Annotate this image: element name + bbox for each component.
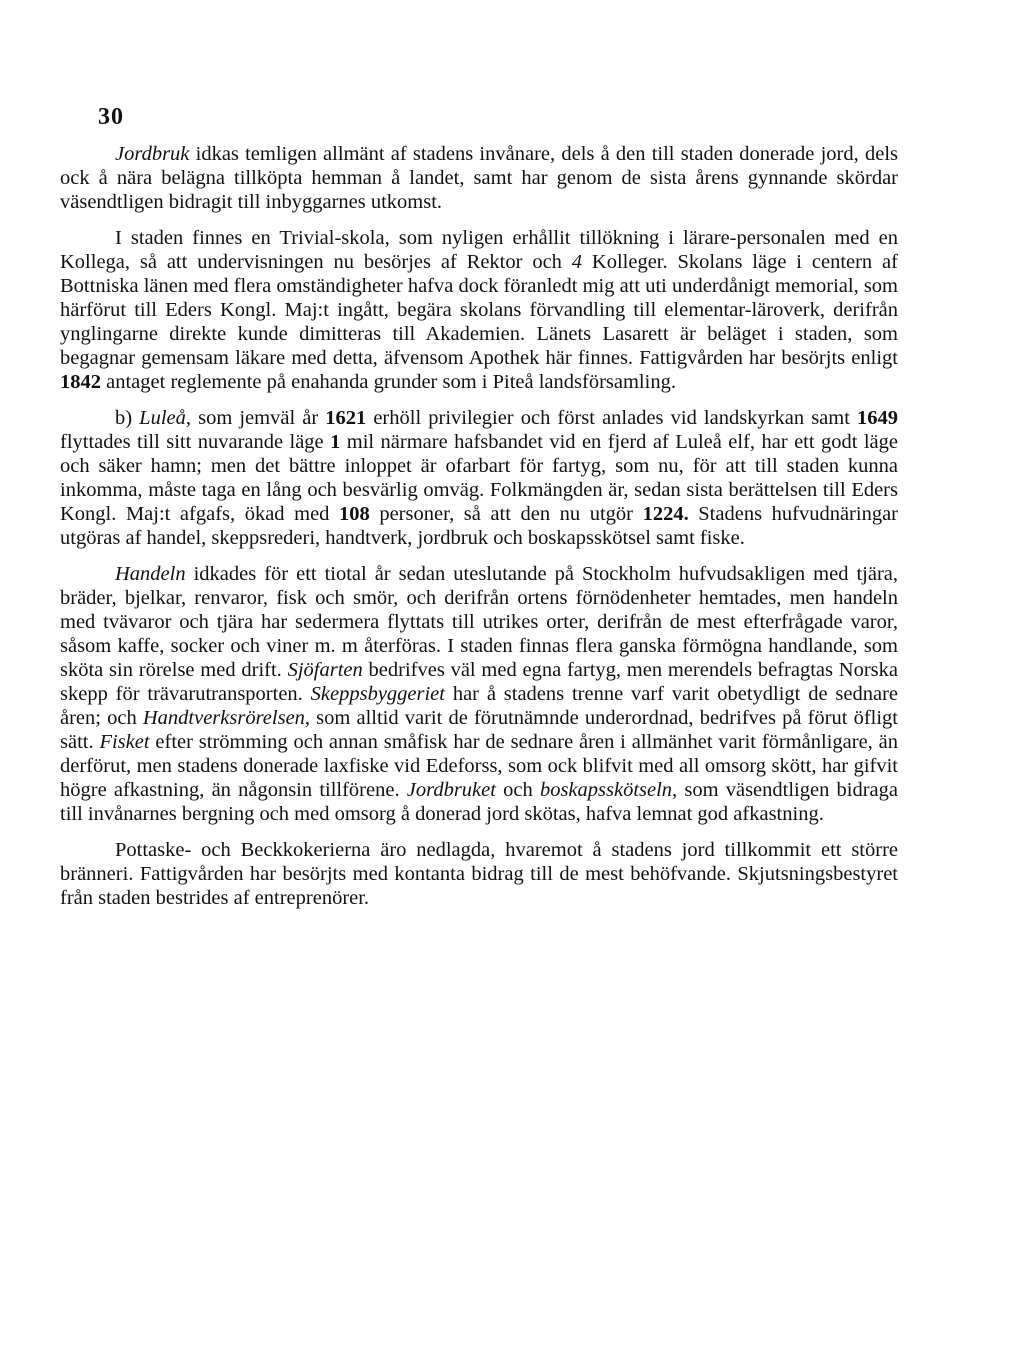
numeral-text: 1 xyxy=(330,431,341,453)
italic-text: Handeln xyxy=(115,563,186,585)
paragraph xyxy=(60,226,898,394)
text-run: Kolleger. Skolans läge i centern af Bottniska länen med flera omständigheter hafva dock föranledt mig att uti underdånigt memorial, som härförut till Eders Kongl. Maj:t ingått, begära skolans förvandling till elementar-läroverk, derifrån ynglingarne direkte kunde dimitteras till Akademien. Länets Lasarett är beläget i staden, som begagnar gemensam läkare med detta, äfvensom Apothek här finnes. Fattigvården har besörjts enligt xyxy=(60,251,898,369)
text-run: Pottaske- och Beckkokerierna äro nedlagda, hvaremot å stadens jord tillkommit ett större bränneri. Fattigvården har besörjts med kontanta bidrag till de mest behöfvande. Skjutsningsbestyret från staden bestrides af entreprenörer. xyxy=(60,839,898,909)
text-run: antaget reglemente på enahanda grunder som i Piteå landsförsamling. xyxy=(101,371,676,393)
numeral-text: 1842 xyxy=(60,371,101,393)
page-number: 30 xyxy=(98,104,124,130)
paragraph xyxy=(60,142,898,214)
text-run: har å stadens trenne varf varit obetydligt de sednare åren; och xyxy=(60,683,899,729)
numeral-text: 1649 xyxy=(857,407,899,429)
italic-text: Jordbruket xyxy=(406,779,496,801)
text-run: I staden finnes en Trivial-skola, som nyligen erhållit tillökning i lärare-personalen med en Kollega, så att undervisningen nu besörjes af Rektor och xyxy=(60,227,898,273)
paragraph xyxy=(60,562,898,826)
text-run: erhöll privilegier och först anlades vid landskyrkan samt xyxy=(366,407,858,429)
text-run: bedrifves väl med egna fartyg, men merendels befragtas Norska skepp för trävarutransporten. xyxy=(60,659,898,705)
text-run: efter strömming och annan småfisk har de sednare åren i allmänhet varit förmånligare, än derförut, men stadens donerade laxfiske vid Edeforss, som ock blifvit med all omsorg skött, har gifvit högre afkastning, än någonsin tillförene. xyxy=(60,731,899,801)
numeral-text: 1621 xyxy=(325,407,367,429)
text-run: som jemväl år xyxy=(191,407,326,429)
text-run: Stadens hufvudnäringar utgöras af handel, skeppsrederi, handtverk, jordbruk och boskapsskötsel samt fiske. xyxy=(60,503,898,549)
text-run: idkades för ett tiotal år sedan uteslutande på Stockholm hufvudsakligen med tjära, bräder, bjelkar, renvaror, fisk och smör, och derifrån ortens förnödenheter hemtades, men handeln med tvävaror och tjära har sedermera flyttats till utrikes orter, derifrån de mest efterfrågade varor, såsom kaffe, socker och viner m. m återföras. I staden finnas flera ganska förmögna handlande, som sköta sin rörelse med drift. xyxy=(60,563,898,681)
text-run: b) xyxy=(115,407,140,429)
paragraph xyxy=(60,406,898,550)
text-run: personer, så att den nu utgör xyxy=(369,503,643,525)
paragraph xyxy=(60,838,898,910)
italic-text: boskapsskötseln xyxy=(539,779,673,801)
italic-text: 4 xyxy=(571,251,583,273)
italic-text: Sjöfarten xyxy=(287,659,363,681)
body-text xyxy=(60,142,898,910)
italic-text: Handtverksrörelsen xyxy=(142,707,305,729)
text-run: , som väsendtligen bidraga till invånarnes bergning och med omsorg å donerad jord skötas, hafva lemnat god afkastning. xyxy=(60,779,898,825)
numeral-text: 1224. xyxy=(642,503,689,525)
italic-text: Fisket xyxy=(99,731,150,753)
italic-text: Skeppsbyggeriet xyxy=(310,683,445,705)
italic-text: Luleå, xyxy=(139,407,191,429)
text-run: , som alltid varit de förutnämnde underordnad, bedrifves på förut öfligt sätt. xyxy=(60,707,898,753)
numeral-text: 108 xyxy=(339,503,370,525)
text-run: idkas temligen allmänt af stadens invånare, dels å den till staden donerade jord, dels ock å nära belägna tillköpta hemman å landet, samt har genom de sista årens gynnande skördar väsendtligen bidragit till inbyggarnes utkomst. xyxy=(60,143,898,213)
text-run: och xyxy=(495,779,540,801)
italic-text: Jordbruk xyxy=(115,143,190,165)
text-run: flyttades till sitt nuvarande läge xyxy=(60,431,331,453)
text-run: mil närmare hafsbandet vid en fjerd af Luleå elf, har ett godt läge och säker hamn; men det bättre inloppet är ofarbart för fartyg, som nu, för att till staden kunna inkomma, måste taga en lång och besvärlig omväg. Folkmängden är, sedan sista berättelsen till Eders Kongl. Maj:t afgafs, ökad med xyxy=(60,431,898,525)
